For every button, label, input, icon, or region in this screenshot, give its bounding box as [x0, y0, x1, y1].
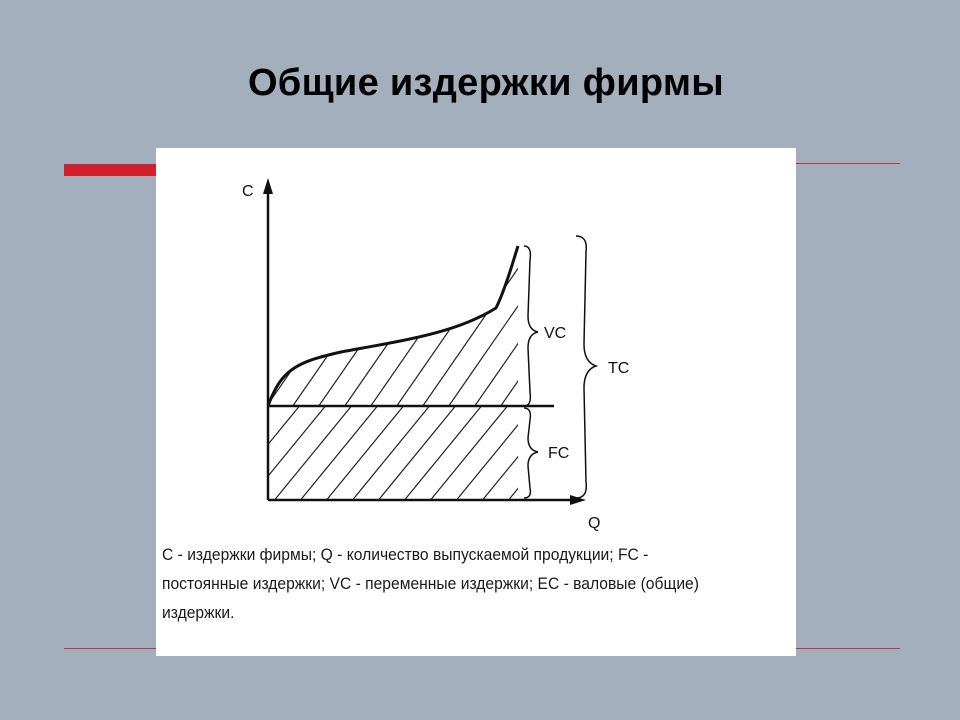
vc-brace — [524, 246, 538, 406]
fc-label: FC — [548, 445, 570, 462]
fc-brace — [524, 408, 538, 498]
divider-top — [796, 163, 900, 164]
vc-label: VC — [544, 325, 567, 342]
figure-caption — [162, 540, 740, 627]
vc-hatching — [184, 228, 676, 488]
tc-brace — [576, 236, 596, 498]
caption-line: издержки. — [162, 603, 235, 622]
caption-line: постоянные издержки; VC - переменные издержки; ЕС - валовые (общие) — [162, 574, 699, 593]
cost-diagram-figure — [156, 148, 796, 656]
y-axis-label: C — [242, 183, 254, 200]
caption-line: С - издержки фирмы; Q - количество выпускаемой продукции; FC - — [162, 545, 649, 564]
x-axis-arrow — [570, 495, 586, 505]
y-axis-arrow — [263, 178, 273, 194]
tc-label: TC — [608, 360, 630, 377]
cost-diagram — [156, 148, 796, 548]
slide-title: Общие издержки фирмы — [247, 62, 725, 104]
x-axis-label: Q — [588, 515, 601, 532]
tc-curve — [268, 246, 518, 406]
accent-bar — [64, 164, 156, 176]
